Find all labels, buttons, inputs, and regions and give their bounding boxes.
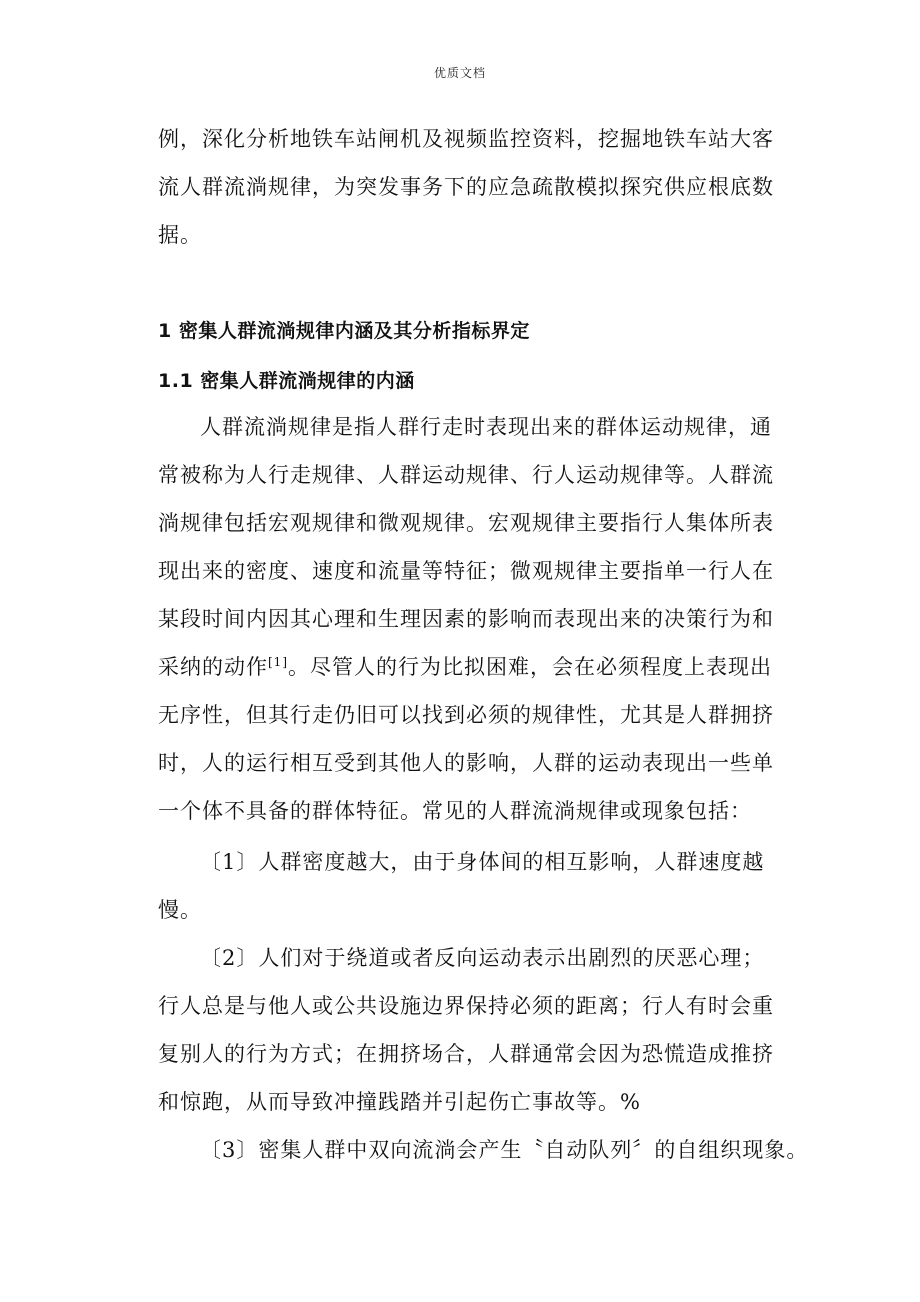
text-line: 〔3〕密集人群中双向流淌会产生〝自动队列〞的自组织现象。 — [200, 1138, 809, 1162]
text-line: 时，人的运行相互受到其他人的影响，人群的运动表现出一些单 — [158, 751, 774, 775]
text-line: 一个体不具备的群体特征。常见的人群流淌规律或现象包括： — [158, 799, 752, 823]
text-line: 和惊跑，从而导致冲撞践踏并引起伤亡事故等。% — [158, 1090, 641, 1114]
text-line: 复别人的行为方式；在拥挤场合，人群通常会因为恐慌造成推挤 — [158, 1042, 774, 1066]
list-item-2 — [158, 934, 774, 1126]
text-line: 现出来的密度、速度和流量等特征；微观规律主要指单一行人在 — [158, 559, 774, 583]
intro-paragraph — [158, 115, 774, 259]
list-item-1 — [158, 838, 768, 934]
text-line: 例，深化分析地铁车站闸机及视频监控资料，挖掘地铁车站大客 — [158, 127, 774, 151]
text-line: 淌规律包括宏观规律和微观规律。宏观规律主要指行人集体所表 — [158, 511, 774, 535]
text-line: 某段时间内因其心理和生理因素的影响而表现出来的决策行为和 — [158, 607, 774, 631]
text-segment: 。尽管人的行为比拟困难，会在必须程度上表现出 — [288, 655, 772, 679]
page-header: 优质文档 — [433, 66, 486, 80]
subsection-heading: 1.1 密集人群流淌规律的内涵 — [158, 370, 415, 392]
text-line: 〔2〕人们对于绕道或者反向运动表示出剧烈的厌恶心理； — [200, 946, 765, 970]
text-line: 人群流淌规律是指人群行走时表现出来的群体运动规律，通 — [200, 415, 772, 439]
list-item-3 — [158, 1126, 809, 1174]
citation-reference: [1] — [268, 655, 288, 669]
text-line: 常被称为人行走规律、人群运动规律、行人运动规律等。人群流 — [158, 463, 774, 487]
text-line: 无序性，但其行走仍旧可以找到必须的规律性，尤其是人群拥挤 — [158, 703, 774, 727]
text-line: 据。 — [158, 223, 202, 247]
section-heading: 1 密集人群流淌规律内涵及其分析指标界定 — [158, 320, 530, 342]
text-segment: 采纳的动作 — [158, 655, 268, 679]
body-paragraph — [158, 403, 774, 835]
text-line: 流人群流淌规律，为突发事务下的应急疏散模拟探究供应根底数 — [158, 175, 774, 199]
text-line: 行人总是与他人或公共设施边界保持必须的距离；行人有时会重 — [158, 994, 774, 1018]
text-line: 慢。 — [158, 898, 202, 922]
text-line: 〔1〕人群密度越大，由于身体间的相互影响，人群速度越 — [200, 850, 765, 874]
text-line-with-reference — [158, 643, 772, 691]
